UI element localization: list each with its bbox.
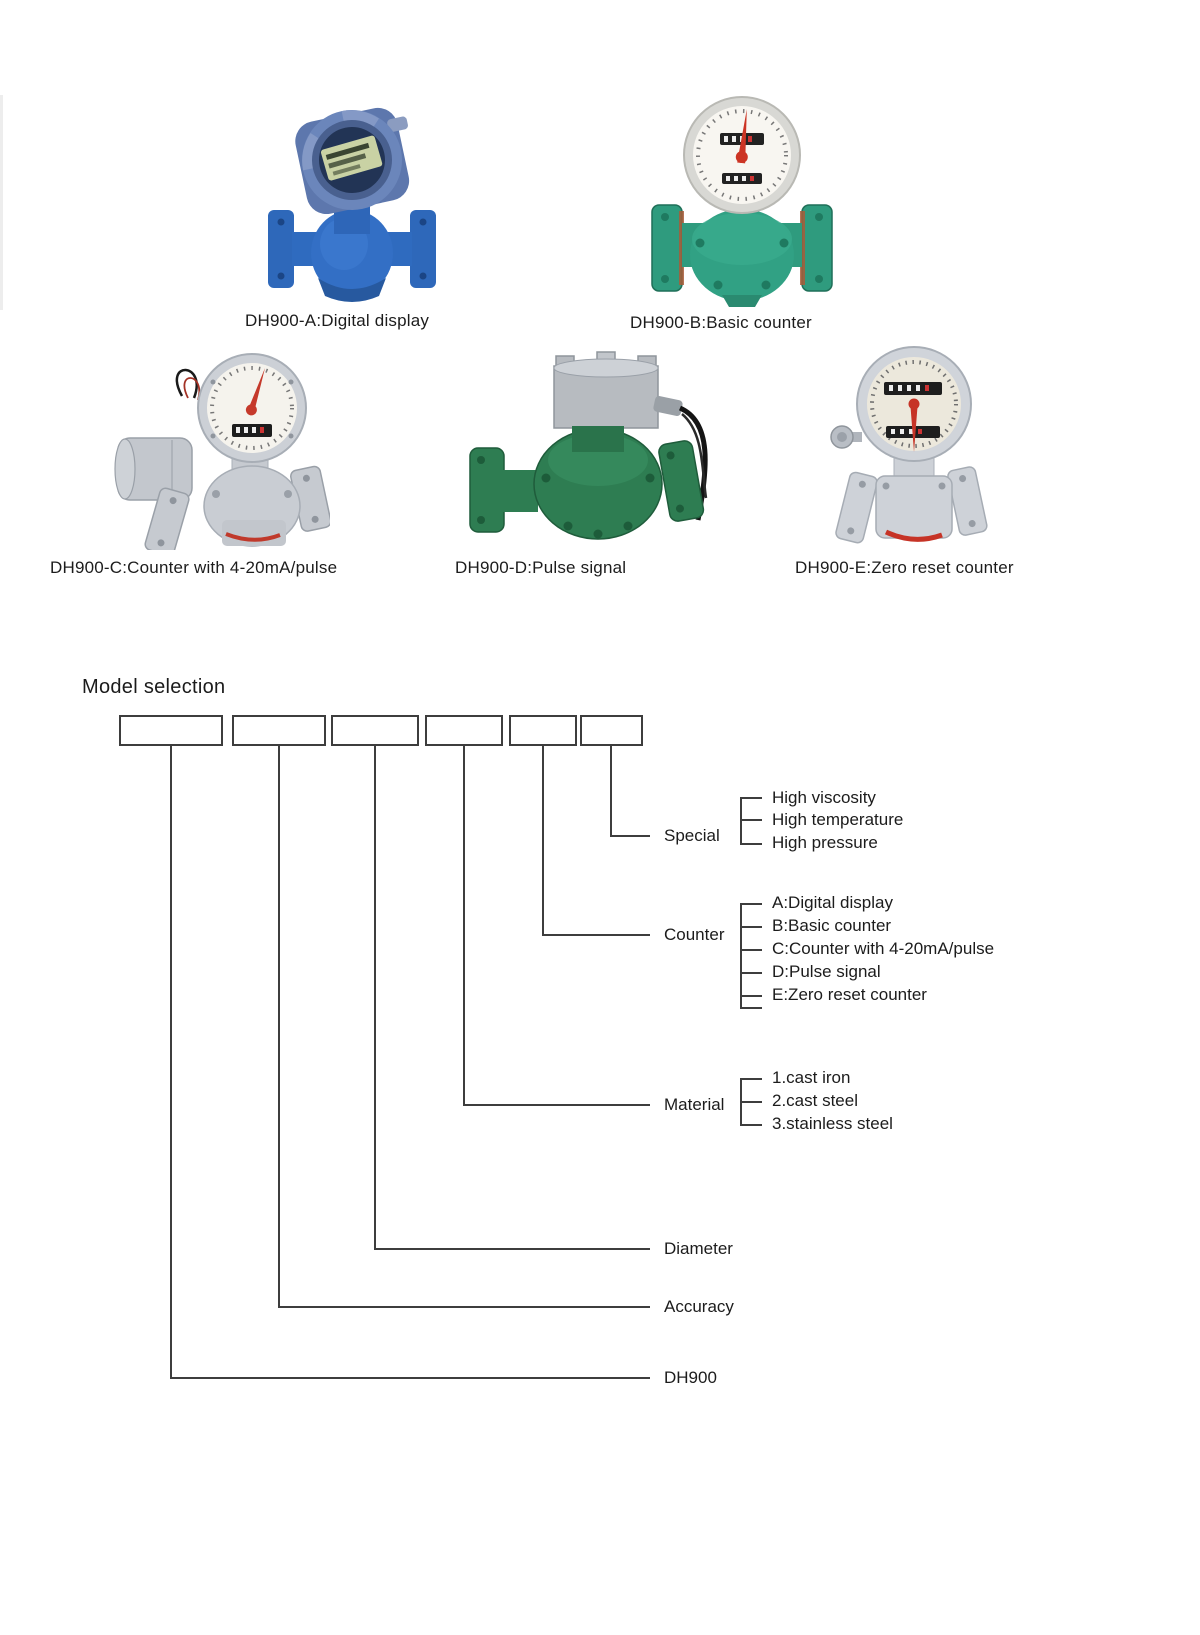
bracket-tick xyxy=(740,1101,762,1103)
connector-elbow-accuracy xyxy=(278,1306,650,1308)
bracket-tick xyxy=(740,995,762,997)
option-material-1: 1.cast iron xyxy=(772,1068,851,1087)
product-caption-dh900-d: DH900-D:Pulse signal xyxy=(455,558,627,577)
option-counter-a: A:Digital display xyxy=(772,893,893,912)
row-label-dh900: DH900 xyxy=(664,1368,717,1387)
model-code-box-6 xyxy=(580,715,643,746)
connector-line-counter xyxy=(542,746,544,936)
model-code-box-3 xyxy=(331,715,419,746)
explosion-proof-cap xyxy=(554,352,658,428)
bracket-special xyxy=(740,797,742,845)
product-caption-dh900-e: DH900-E:Zero reset counter xyxy=(795,558,1014,577)
meter-body xyxy=(268,206,436,302)
option-material-3: 3.stainless steel xyxy=(772,1114,893,1133)
product-caption-dh900-b: DH900-B:Basic counter xyxy=(630,313,812,332)
row-label-material: Material xyxy=(664,1095,725,1114)
bracket-tick xyxy=(740,903,762,905)
option-high-viscosity: High viscosity xyxy=(772,788,876,807)
row-label-accuracy: Accuracy xyxy=(664,1297,734,1316)
gauge-dial xyxy=(198,354,306,462)
model-selection-title: Model selection xyxy=(82,676,226,698)
product-photo-dh900-c xyxy=(112,352,330,550)
row-label-counter: Counter xyxy=(664,925,725,944)
bracket-tick xyxy=(740,926,762,928)
model-code-box-1 xyxy=(119,715,223,746)
product-caption-dh900-a: DH900-A:Digital display xyxy=(245,311,430,330)
scan-edge-artifact xyxy=(0,95,3,310)
option-counter-b: B:Basic counter xyxy=(772,916,892,935)
option-counter-e: E:Zero reset counter xyxy=(772,985,927,1004)
connector-elbow-material xyxy=(463,1104,650,1106)
product-caption-dh900-c: DH900-C:Counter with 4-20mA/pulse xyxy=(50,558,338,577)
zero-reset-knob xyxy=(831,426,862,448)
option-high-temperature: High temperature xyxy=(772,810,904,829)
row-label-special: Special xyxy=(664,826,720,845)
connector-line-accuracy xyxy=(278,746,280,1308)
connector-line-material xyxy=(463,746,465,1106)
row-label-diameter: Diameter xyxy=(664,1239,733,1258)
connector-elbow-counter xyxy=(542,934,650,936)
bracket-tick xyxy=(740,843,762,845)
bracket-counter xyxy=(740,903,742,1009)
connector-line-dh900 xyxy=(170,746,172,1379)
option-counter-d: D:Pulse signal xyxy=(772,962,881,981)
bracket-tick xyxy=(740,949,762,951)
option-high-pressure: High pressure xyxy=(772,833,878,852)
option-counter-c: C:Counter with 4-20mA/pulse xyxy=(772,939,995,958)
connector-elbow-diameter xyxy=(374,1248,650,1250)
product-photo-dh900-a xyxy=(262,98,442,306)
transmitter-cylinder xyxy=(115,438,192,500)
option-material-2: 2.cast steel xyxy=(772,1091,858,1110)
bracket-tick xyxy=(740,1078,762,1080)
product-photo-dh900-b xyxy=(648,93,836,307)
product-photo-dh900-e xyxy=(828,342,996,550)
bracket-tick xyxy=(740,819,762,821)
meter-body xyxy=(470,426,705,539)
connector-elbow-dh900 xyxy=(170,1377,650,1379)
bracket-tick xyxy=(740,1007,762,1009)
signal-wires xyxy=(177,370,199,400)
gauge-dial xyxy=(857,347,971,461)
meter-body xyxy=(835,458,988,544)
product-photo-dh900-d xyxy=(468,348,720,548)
connector-line-special xyxy=(610,746,612,837)
bracket-tick xyxy=(740,797,762,799)
bracket-tick xyxy=(740,972,762,974)
digital-display-head xyxy=(291,98,423,220)
model-code-box-5 xyxy=(509,715,577,746)
connector-line-diameter xyxy=(374,746,376,1250)
model-code-box-2 xyxy=(232,715,326,746)
bracket-tick xyxy=(740,1124,762,1126)
gauge-dial xyxy=(684,97,800,213)
connector-elbow-special xyxy=(610,835,650,837)
model-code-box-4 xyxy=(425,715,503,746)
